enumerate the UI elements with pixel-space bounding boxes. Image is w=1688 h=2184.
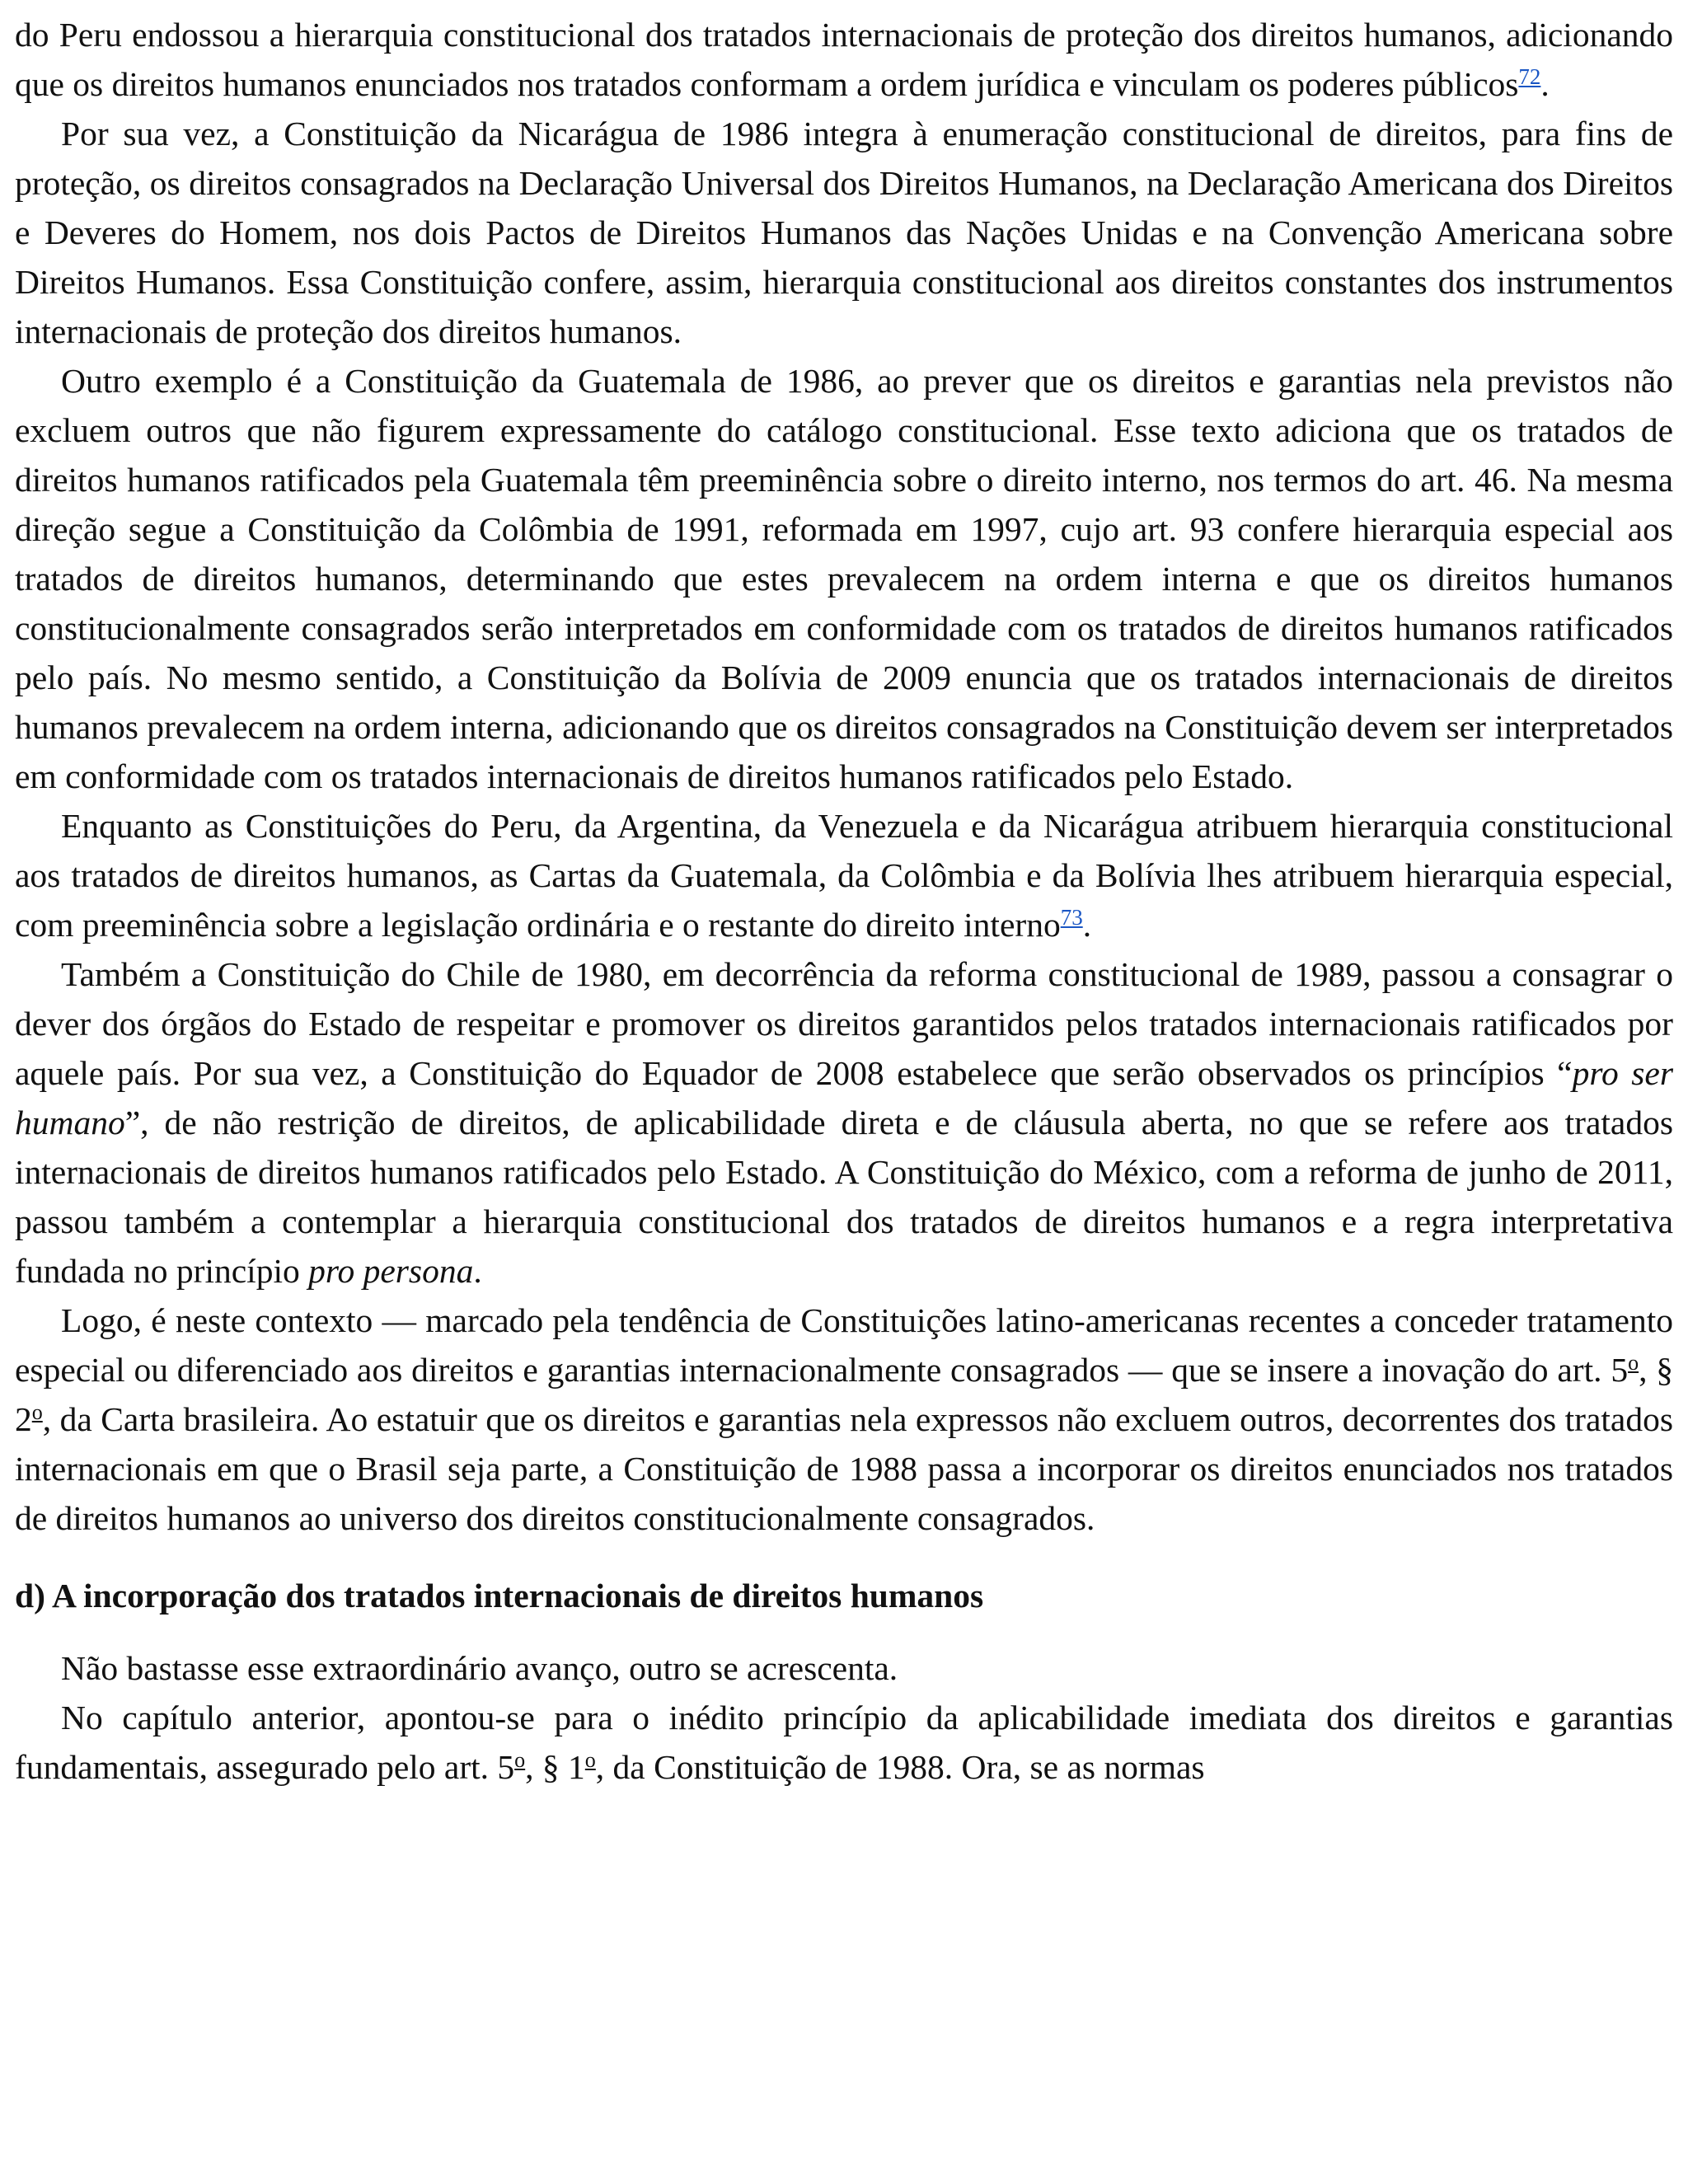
paragraph-text: , § 2	[15, 1351, 1674, 1438]
paragraph-6	[15, 1296, 1673, 1543]
paragraph-4	[15, 801, 1673, 949]
paragraph-text: , § 1	[525, 1748, 585, 1786]
footnote-ref-72	[1518, 64, 1540, 89]
paragraph-end: .	[1082, 906, 1092, 944]
paragraph-3	[15, 356, 1673, 801]
ordinal-indicator: o	[584, 1748, 596, 1772]
paragraph-text: Outro exemplo é a Constituição da Guatemala de 1986, ao prever que os direitos e garantias nela previstos não excluem outros que não figurem expressamente do catálogo constitucional. Esse texto adiciona que os tratados de direitos humanos ratificados pela Guatemala têm preeminência sobre o direito interno, nos termos do art. 46. Na mesma direção segue a Constituição da Colômbia de 1991, reformada em 1997, cujo art. 93 confere hierarquia especial aos tratados de direitos humanos, determinando que estes prevalecem na ordem interna e que os direitos humanos constitucionalmente consagrados serão interpretados em conformidade com os tratados de direitos humanos ratificados pelo país. No mesmo sentido, a Constituição da Bolívia de 2009 enuncia que os tratados internacionais de direitos humanos prevalecem na ordem interna, adicionando que os direitos consagrados na Constituição devem ser interpretados em conformidade com os tratados internacionais de direitos humanos ratificados pelo Estado.	[15, 362, 1673, 795]
paragraph-text: , da Carta brasileira. Ao estatuir que os direitos e garantias nela expressos não excluem outros, decorrentes dos tratados internacionais em que o Brasil seja parte, a Constituição de 1988 passa a incorporar os direitos enunciados nos tratados de direitos humanos ao universo dos direitos constitucionalmente consagrados.	[15, 1400, 1673, 1537]
italic-term: pro ser humano	[15, 1054, 1673, 1141]
ordinal-indicator: o	[1628, 1351, 1639, 1375]
paragraph-text: ”, de não restrição de direitos, de aplicabilidade direta e de cláusula aberta, no que se refere aos tratados internacionais de direitos humanos ratificados pelo Estado. A Constituição do México, com a reforma de junho de 2011, passou também a contemplar a hierarquia constitucional dos tratados de direitos humanos e a regra interpretativa fundada no princípio	[15, 1104, 1673, 1290]
paragraph-text: No capítulo anterior, apontou-se para o inédito princípio da aplicabilidade imediata dos direitos e garantias fundamentais, assegurado pelo art. 5	[15, 1699, 1673, 1786]
paragraph-text: Também a Constituição do Chile de 1980, em decorrência da reforma constitucional de 1989, passou a consagrar o dever dos órgãos do Estado de respeitar e promover os direitos garantidos pelos tratados internacionais ratificados por aquele país. Por sua vez, a Constituição do Equador de 2008 estabelece que serão observados os princípios “	[15, 955, 1673, 1092]
paragraph-text: do Peru endossou a hierarquia constitucional dos tratados internacionais de proteção dos direitos humanos, adicionando que os direitos humanos enunciados nos tratados conformam a ordem jurídica e vinculam os poderes públicos	[15, 16, 1673, 103]
paragraph-end: .	[473, 1252, 482, 1290]
paragraph-8	[15, 1693, 1673, 1792]
paragraph-end: .	[1540, 65, 1550, 103]
paragraph-text: , da Constituição de 1988. Ora, se as normas	[595, 1748, 1205, 1786]
ordinal-indicator: o	[31, 1400, 43, 1424]
paragraph-7	[15, 1643, 1673, 1693]
section-heading: d) A incorporação dos tratados internacionais de direitos humanos	[15, 1577, 984, 1615]
footnote-link-73[interactable]: 73	[1060, 905, 1083, 930]
paragraph-1	[15, 10, 1673, 109]
paragraph-text: Por sua vez, a Constituição da Nicarágua de 1986 integra à enumeração constitucional de direitos, para fins de proteção, os direitos consagrados na Declaração Universal dos Direitos Humanos, na Declaração Americana dos Direitos e Deveres do Homem, nos dois Pactos de Direitos Humanos das Nações Unidas e na Convenção Americana sobre Direitos Humanos. Essa Constituição confere, assim, hierarquia constitucional aos direitos constantes dos instrumentos internacionais de proteção dos direitos humanos.	[15, 115, 1673, 350]
ordinal-indicator: o	[514, 1748, 526, 1772]
paragraph-text: Não bastasse esse extraordinário avanço, outro se acrescenta.	[61, 1649, 898, 1687]
paragraph-text: Enquanto as Constituições do Peru, da Argentina, da Venezuela e da Nicarágua atribuem hierarquia constitucional aos tratados de direitos humanos, as Cartas da Guatemala, da Colômbia e da Bolívia lhes atribuem hierarquia especial, com preeminência sobre a legislação ordinária e o restante do direito interno	[15, 807, 1673, 944]
document-page	[15, 10, 1673, 1792]
paragraph-2	[15, 109, 1673, 356]
paragraph-text: Logo, é neste contexto — marcado pela tendência de Constituições latino-americanas recentes a conceder tratamento especial ou diferenciado aos direitos e garantias internacionalmente consagrados — que se insere a inovação do art. 5	[15, 1301, 1673, 1389]
paragraph-5	[15, 949, 1673, 1296]
italic-term: pro persona	[308, 1252, 474, 1290]
footnote-ref-73	[1061, 905, 1083, 930]
footnote-link-72[interactable]: 72	[1518, 64, 1541, 89]
